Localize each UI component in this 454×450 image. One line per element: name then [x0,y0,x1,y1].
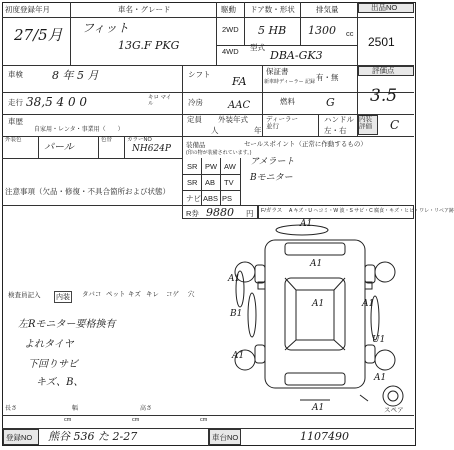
doors-label: ドア数・形状 [250,5,295,14]
width-unit: cm [132,417,140,423]
exterior-label: 外装色 [5,137,22,143]
warranty-label: 保証書 [266,67,289,76]
color-no-value: NH624P [132,144,171,154]
glass-label: F/ガラス [261,208,283,214]
damage-mark: A1 [374,373,387,383]
equip-sr-1: SR [187,162,198,171]
inspection-item-scratch: キズ [128,291,141,298]
drive-label: 駆動 [221,5,236,14]
warranty-sub: 新車時ディーラー 記録 [264,79,315,85]
sales-point-line2: Bモニター [250,173,293,183]
handwritten-note: キズ、B、 [36,377,84,388]
length-unit: cm [64,417,72,423]
ac-value: AAC [228,100,251,111]
rken-label: R券 [186,209,199,218]
notes-label: 注意事項（欠品・修復・不具合箇所および状態） [5,187,170,196]
damage-legend: A キズ・U ヘコミ・W 波・S サビ・C 腐食・キズ・ヒビ・ワレ・リペア跡 [289,208,454,214]
inspection-item-pet: ペット [106,291,126,298]
km-unit: キロ マイル [148,95,172,107]
doors-value: 5 HB [258,24,287,37]
capacity-label: 定員 [187,115,202,124]
equip-label: 装備品 [186,142,206,149]
cc-unit: cc [346,29,354,38]
color-label: 色替 [101,137,113,143]
car-name: フィット [82,21,130,35]
first-reg-value: 27/5月 [14,26,63,44]
score-value: 3.5 [370,86,398,106]
capacity-unit: 人 [211,126,219,135]
displacement-label: 排気量 [316,5,339,14]
inspection-item-burn: コゲ [166,291,179,298]
sales-point-label: セールスポイント（正常に作動するもの） [244,141,367,148]
damage-mark: A1 [362,299,375,309]
outside-unit: 年 [254,126,262,135]
equip-aw: AW [224,162,236,171]
handwritten-note: 左Rモニター要格換有 [18,319,116,330]
reg-label: 登録NO [6,433,33,442]
equip-sub: (印の物が装備されています。) [186,150,252,156]
damage-mark: A1 [232,351,245,361]
handle-label: ハンドル [324,115,354,124]
dealer-label: ディーラー 並行 [266,116,298,130]
model-value: DBA-GK3 [270,49,323,62]
inspection-item-tobacco: タバコ [82,291,102,298]
inspection-item-interior: 内装 [56,293,70,301]
shift-value: FA [232,75,247,88]
interior-value: C [390,118,400,132]
damage-mark: A1 [300,219,313,229]
shaken-label: 車検 [8,70,23,79]
grade: 13G.F PKG [118,39,180,52]
name-grade-label: 車名・グレード [118,5,171,14]
chassis-label: 車台NO [212,433,239,442]
ac-label: 冷房 [188,98,203,107]
displacement-value: 1300 [308,24,336,37]
model-label: 型式 [250,43,265,52]
equip-tv: TV [224,178,234,187]
fuel-value: G [326,96,335,109]
height-label: 高さ [140,406,153,412]
score-label: 評価点 [372,66,395,75]
interior-label: 内装 評価 [359,116,372,130]
height-unit: cm [200,417,208,423]
damage-mark: A1 [312,299,325,309]
equip-ps: PS [222,194,233,203]
yen-unit: 円 [246,209,254,218]
inspection-label: 検査員記入 [8,292,41,299]
inspection-item-hole: 穴 [188,291,195,298]
sales-point-line1: アメラート [250,157,295,167]
color-no-label: カラーNO [127,137,152,143]
equip-sr: SR [187,178,198,187]
equip-navi: ナビ [186,194,201,203]
history-label: 車歴 [8,117,23,126]
length-label: 長さ [5,406,18,412]
damage-mark: A1 [312,403,325,413]
inspection-item-cut: キレ [146,291,159,298]
equip-abs: ABS [203,194,219,203]
shift-label: シフト [188,70,211,79]
outside-label: 外装年式 [218,115,248,124]
mileage-label: 走行 [8,98,23,107]
lot-value: 2501 [368,35,395,49]
damage-mark: A1 [228,274,241,284]
damage-mark: A1 [310,259,323,269]
first-reg-label: 初度登録年月 [5,5,50,14]
drive-2wd: 2WD [222,25,239,34]
exterior-value: パール [44,142,74,153]
spare-label: スペア [384,407,404,414]
fuel-label: 燃料 [280,97,295,106]
equip-ab: AB [205,178,216,187]
handle-value: 左・右 [324,126,347,135]
width-label: 幅 [72,406,79,412]
rken-value: 9880 [206,206,234,219]
reg-value: 熊谷 536 た 2-27 [48,430,138,443]
warranty-value: 有・無 [316,73,339,82]
mileage-value: 38,5 4 0 0 [26,95,88,109]
shaken-value: 8 年 5 月 [52,69,99,82]
damage-mark: B1 [230,309,243,319]
chassis-value: 1107490 [300,430,349,443]
handwritten-note: 下回りサビ [28,359,78,370]
lot-label: 出品NO [371,3,398,12]
damage-mark: U1 [372,335,386,345]
history-sub: 自家用・レンタ・事業用（ ） [34,127,124,133]
equip-pw: PW [205,162,218,171]
drive-4wd: 4WD [222,47,239,56]
handwritten-note: よれタイヤ [24,339,74,350]
